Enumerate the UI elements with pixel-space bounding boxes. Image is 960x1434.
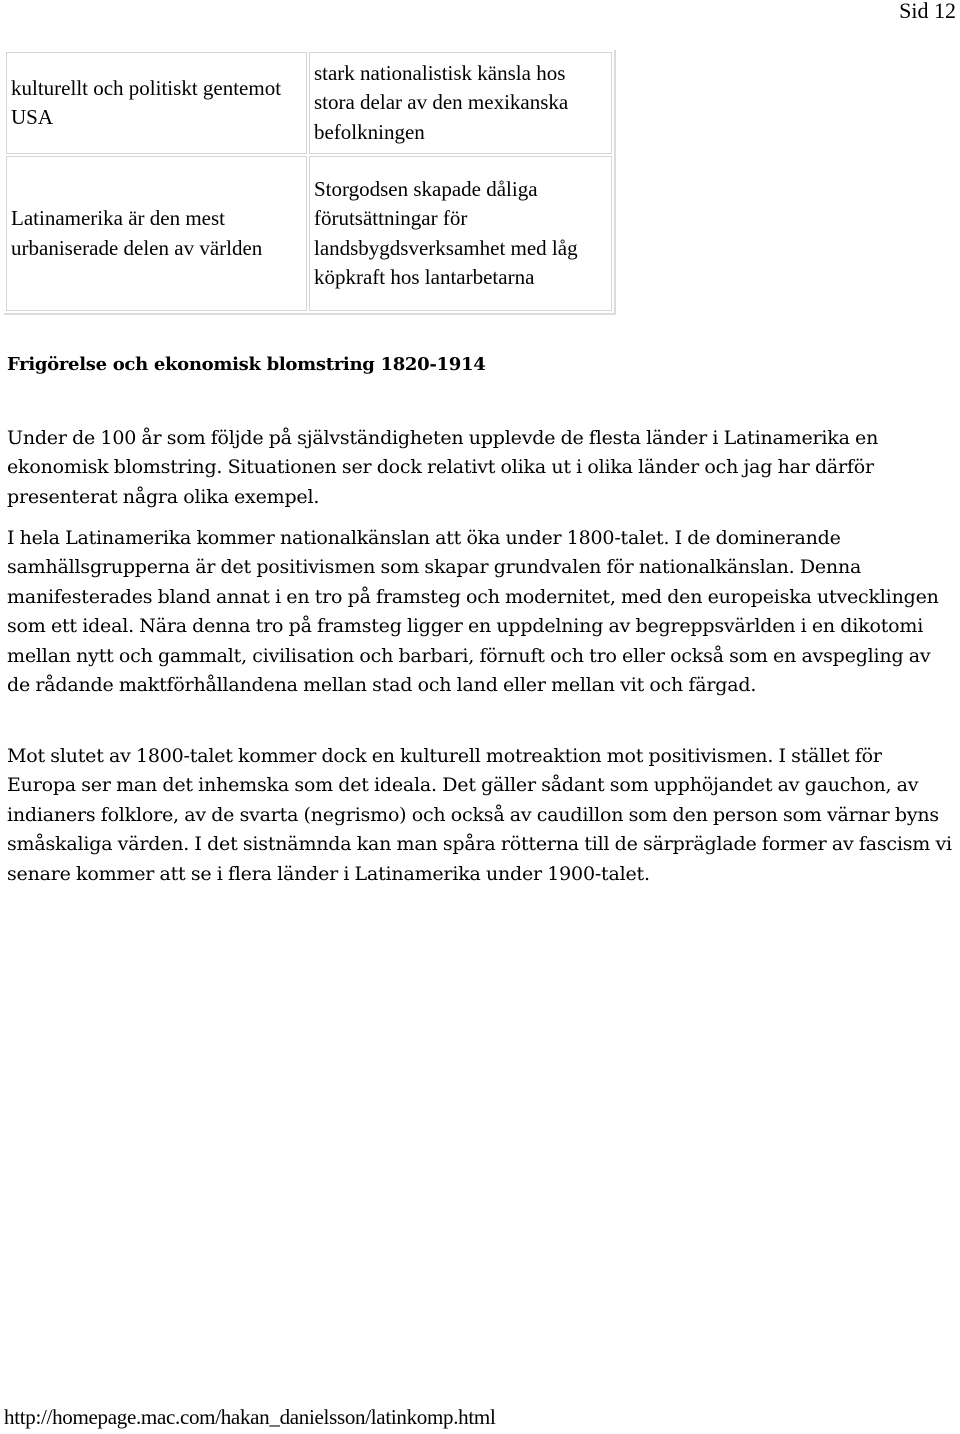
paragraph: Under de 100 år som följde på självständigheten upplevde de flesta länder i Latinamerika en ekonomisk blomstring. Situationen ser dock relativt olika ut i olika länder och jag har därför presenterat några olika exempel. bbox=[7, 427, 879, 508]
table-cell: Storgodsen skapade dåliga förutsättningar för landsbygdsverksamhet med låg köpkraft hos lantarbetarna bbox=[309, 156, 612, 311]
paragraph: Mot slutet av 1800-talet kommer dock en kulturell motreaktion mot positivismen. I stället för Europa ser man det inhemska som det ideala. Det gäller sådant som upphöjandet av gauchon, av indianers folklore, av de svarta (negrismo) och också av caudillon som den person som värnar byns småskaliga värden. I det sistnämnda kan man spåra rötterna till de särpräglade former av fascism vi senare kommer att se i flera länder i Latinamerika under 1900-talet. bbox=[7, 745, 952, 885]
section-heading: Frigörelse och ekonomisk blomstring 1820-1914 bbox=[7, 354, 486, 375]
table-row bbox=[6, 52, 612, 154]
paragraph: I hela Latinamerika kommer nationalkänslan att öka under 1800-talet. I de dominerande samhällsgrupperna är det positivismen som skapar grundvalen för nationalkänslan. Denna manifesterades bland annat i en tro på framsteg och modernitet, med den europeiska utvecklingen som ett ideal. Nära denna tro på framsteg ligger en uppdelning av begreppsvärlden i en dikotomi mellan nytt och gammalt, civilisation och barbari, förnuft och tro eller också som en avspegling av de rådande maktförhållandena mellan stad och land eller mellan vit och färgad. bbox=[7, 527, 939, 697]
table-cell: Latinamerika är den mest urbaniserade delen av världen bbox=[6, 156, 307, 311]
footer-url: http://homepage.mac.com/hakan_danielsson/latinkomp.html bbox=[4, 1405, 496, 1429]
table-cell: kulturellt och politiskt gentemot USA bbox=[6, 52, 307, 154]
info-table-container bbox=[4, 50, 616, 315]
table-row bbox=[6, 156, 612, 311]
table-cell: stark nationalistisk känsla hos stora delar av den mexikanska befolkningen bbox=[309, 52, 612, 154]
page-number: Sid 12 bbox=[899, 0, 956, 23]
info-table bbox=[4, 50, 614, 313]
